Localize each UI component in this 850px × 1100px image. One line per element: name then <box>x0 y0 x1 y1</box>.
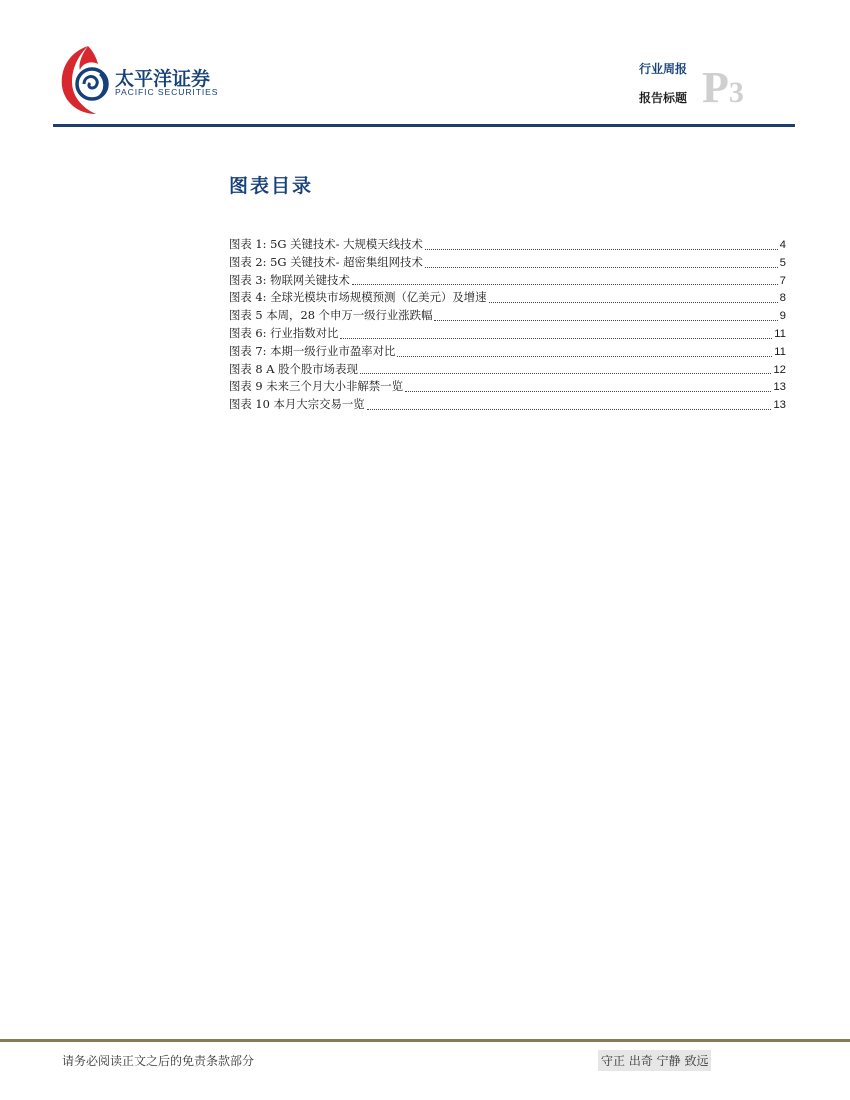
toc-entry-leader <box>367 408 772 410</box>
toc-entry-page: 7 <box>779 274 786 287</box>
toc-entry-leader <box>340 337 772 339</box>
toc-entry-page: 11 <box>774 327 786 340</box>
report-title: 报告标题 <box>638 91 687 105</box>
pacific-securities-logo-icon <box>58 44 112 116</box>
toc-entry-label: 图表 4: 全球光模块市场规模预测（亿美元）及增速 <box>229 290 487 305</box>
toc-entry[interactable] <box>229 361 786 379</box>
toc-entry-page: 8 <box>779 292 786 305</box>
toc-entry-label: 图表 8 A 股个股市场表现 <box>229 361 358 376</box>
brand-name-en: PACIFIC SECURITIES <box>115 87 219 97</box>
page-number-value: 3 <box>728 76 744 109</box>
toc-entry-label: 图表 7: 本期一级行业市盈率对比 <box>229 343 396 358</box>
brand-name-cn: 太平洋证券 <box>115 68 211 90</box>
toc-entry-page: 5 <box>779 256 786 269</box>
toc-entry-page: 4 <box>779 239 786 251</box>
toc-entry-label: 图表 10 本月大宗交易一览 <box>229 397 365 412</box>
toc-entry[interactable] <box>229 236 786 254</box>
toc-entry-label: 图表 9 未来三个月大小非解禁一览 <box>229 379 403 394</box>
toc-entry[interactable] <box>229 343 786 361</box>
footer-divider <box>0 1039 850 1042</box>
toc-entry-leader <box>397 355 772 357</box>
toc-entry-leader <box>352 283 778 285</box>
toc-entry-label: 图表 5 本周，28 个申万一级行业涨跌幅 <box>229 308 433 323</box>
toc-entry-page: 13 <box>773 381 786 394</box>
header-divider <box>53 124 795 127</box>
toc-entry-label: 图表 6: 行业指数对比 <box>229 325 339 340</box>
footer-motto: 守正 出奇 宁静 致远 <box>598 1050 711 1071</box>
page-number <box>702 63 744 112</box>
footer-disclaimer: 请务必阅读正文之后的免责条款部分 <box>62 1054 255 1068</box>
toc-entry-leader <box>360 372 771 374</box>
toc-entry[interactable] <box>229 396 786 414</box>
toc-entry-leader <box>425 266 778 268</box>
toc-entry-label: 图表 3: 物联网关键技术 <box>229 272 350 287</box>
toc-entry[interactable] <box>229 272 786 290</box>
toc-entry[interactable] <box>229 307 786 325</box>
toc-entry-label: 图表 2: 5G 关键技术- 超密集组网技术 <box>229 254 423 269</box>
toc-entry-leader <box>434 319 777 321</box>
toc-entry-page: 12 <box>773 363 786 376</box>
page-number-prefix: P <box>702 63 729 112</box>
report-type: 行业周报 <box>638 62 687 76</box>
toc-entry-label: 图表 1: 5G 关键技术- 大规模天线技术 <box>229 237 423 251</box>
toc-title: 图表目录 <box>229 175 314 197</box>
toc-entry-leader <box>425 248 778 250</box>
toc-entry-page: 9 <box>779 310 786 323</box>
toc-entry-leader <box>405 390 771 392</box>
toc-entry[interactable] <box>229 378 786 396</box>
toc-entry-page: 11 <box>774 345 786 358</box>
toc-entry[interactable] <box>229 289 786 307</box>
company-logo <box>58 44 228 116</box>
toc-entry-leader <box>489 301 778 303</box>
toc-entry-page: 13 <box>773 399 786 412</box>
toc-entry[interactable] <box>229 254 786 272</box>
toc-entry[interactable] <box>229 325 786 343</box>
toc-list <box>229 236 786 414</box>
